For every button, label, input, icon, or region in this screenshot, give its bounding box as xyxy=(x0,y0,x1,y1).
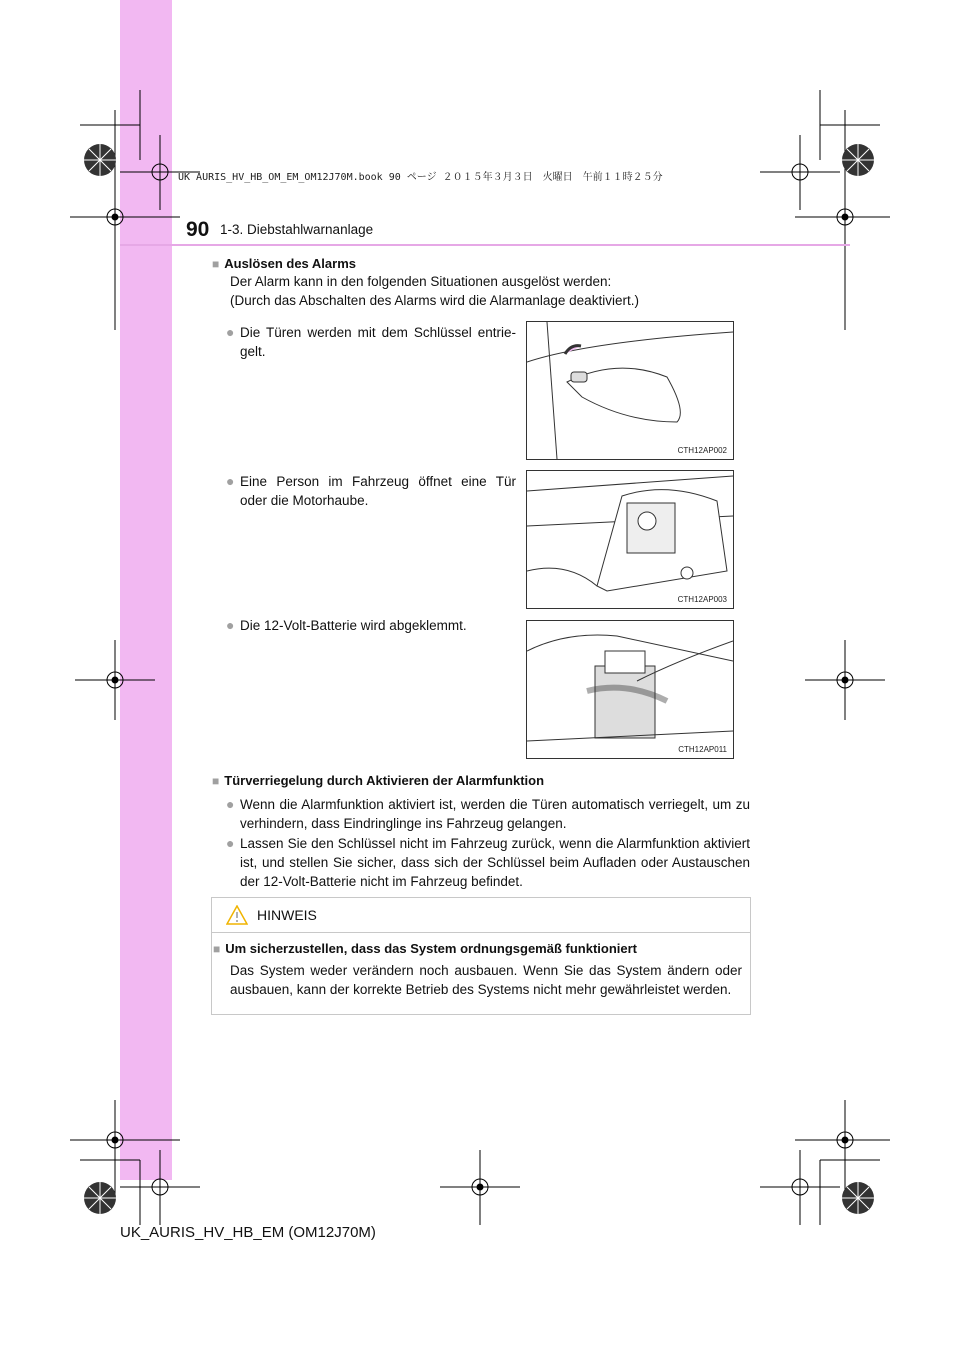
round-bullet-icon: ● xyxy=(226,796,235,812)
square-bullet-icon: ■ xyxy=(212,774,220,788)
figure-door-key xyxy=(526,321,734,460)
list-item xyxy=(226,616,516,635)
figure-person-in-car xyxy=(526,470,734,609)
item-line-2: oder die Motorhaube. xyxy=(240,493,369,508)
round-bullet-icon: ● xyxy=(226,324,235,340)
book-info-line: UK AURIS_HV_HB_OM_EM_OM12J70M.book 90 ページ ２０１５年３月３日 火曜日 午前１１時２５分 xyxy=(178,172,663,183)
notice-box xyxy=(211,897,751,1015)
heading-text: Türverriegelung durch Aktivieren der Alarmfunktion xyxy=(224,773,545,788)
round-bullet-icon: ● xyxy=(226,473,235,489)
list-item xyxy=(226,834,750,891)
notice-line-2: ausbauen, kann der korrekte Betrieb des Systems nicht mehr gewährleistet werden. xyxy=(230,982,732,997)
item-line-1: Die Türen werden mit dem Schlüssel entrie- xyxy=(240,325,516,340)
item-line-2: gelt. xyxy=(240,344,266,359)
warning-icon xyxy=(226,905,248,925)
figure-code: CTH12AP003 xyxy=(677,595,727,604)
notice-line-1: Das System weder verändern noch ausbauen. Wenn Sie das System ändern oder xyxy=(230,963,742,978)
bullet-line-3: der 12-Volt-Batterie nicht im Fahrzeug befindet. xyxy=(240,874,523,889)
heading-text: Um sicherzustellen, dass das System ordnungsgemäß funktioniert xyxy=(225,941,638,956)
battery-illustration xyxy=(527,621,733,758)
intro-line-1: Der Alarm kann in den folgenden Situationen ausgelöst werden: xyxy=(230,274,612,289)
bullet-line-2: verhindern, dass Eindringlinge ins Fahrzeug gelangen. xyxy=(240,816,567,831)
figure-battery xyxy=(526,620,734,759)
item-line-1: Die 12-Volt-Batterie wird abgeklemmt. xyxy=(240,618,467,633)
item-line-1: Eine Person im Fahrzeug öffnet eine Tür xyxy=(240,474,516,489)
figure-code: CTH12AP002 xyxy=(677,446,727,455)
section-title: 1-3. Diebstahlwarnanlage xyxy=(220,222,374,237)
list-item xyxy=(226,472,516,510)
list-item xyxy=(226,323,516,361)
header-rule xyxy=(120,244,850,246)
heading-text: Auslösen des Alarms xyxy=(224,256,356,271)
square-bullet-icon: ■ xyxy=(212,257,220,271)
bullet-line-1: Wenn die Alarmfunktion aktiviert ist, werden die Türen automatisch verriegelt, um zu xyxy=(240,797,750,812)
footer-doc-code: UK_AURIS_HV_HB_EM (OM12J70M) xyxy=(120,1224,376,1241)
bullet-line-2: ist, und stellen Sie sicher, dass sich der Schlüssel beim Aufladen oder Austauschen xyxy=(240,855,750,870)
notice-title: HINWEIS xyxy=(257,907,317,923)
round-bullet-icon: ● xyxy=(226,617,235,633)
figure-code: CTH12AP011 xyxy=(678,745,727,754)
car-door-illustration xyxy=(527,471,733,608)
notice-heading xyxy=(213,941,637,956)
door-key-illustration xyxy=(527,322,733,459)
intro-line-2: (Durch das Abschalten des Alarms wird die Alarmanlage deaktiviert.) xyxy=(230,293,639,308)
bullet-line-1: Lassen Sie den Schlüssel nicht im Fahrzeug zurück, wenn die Alarmfunktion aktiviert xyxy=(240,836,750,851)
page-number: 90 xyxy=(186,218,210,241)
list-item xyxy=(226,795,750,833)
round-bullet-icon: ● xyxy=(226,835,235,851)
square-bullet-icon: ■ xyxy=(213,942,221,956)
notice-header xyxy=(212,898,750,933)
section-heading-alarm xyxy=(212,256,356,271)
section-heading-lock xyxy=(212,773,544,788)
